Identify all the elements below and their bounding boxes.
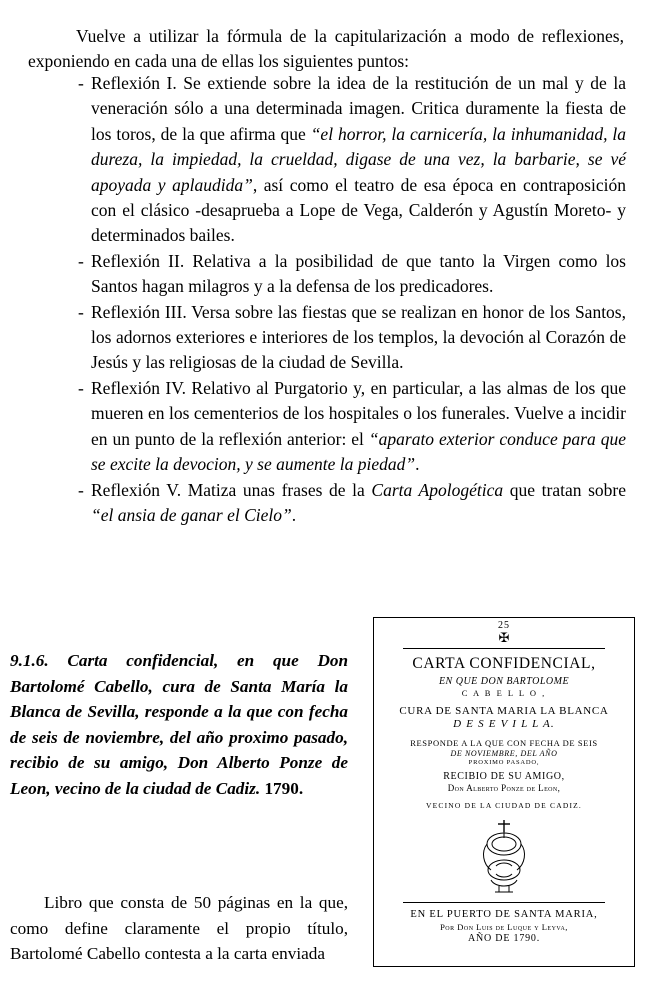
- entry-body-paragraph: Libro que consta de 50 páginas en la que, como define claramente el propio título, Bartolomé Cabello contesta a la carta enviada: [10, 893, 348, 964]
- facsimile-line5: D E S E V I L L A.: [453, 718, 555, 730]
- reflection-bullet: -: [78, 377, 84, 398]
- reflection-bullet: -: [78, 479, 84, 500]
- reflection-text: [91, 71, 626, 249]
- reflection-run: Reflexión III. Versa sobre las fiestas que se realizan en honor de los Santos, los adornos exteriores e interiores de los templos, la devoción al Corazón de Jesús y las religiosas de la ciudad de Sevilla.: [91, 301, 626, 373]
- reflection-quote: “el ansia de ganar el Cielo”: [91, 504, 292, 525]
- facsimile-imprint-printer: Por Don Luis de Luque y Leyva,: [440, 922, 568, 932]
- entry-title-text: Carta confidencial, en que Don Bartolomé Cabello, cura de Santa María la Blanca de Sevilla, responde a la que con fecha de seis de noviembre, del año proximo pasado, recibio de su amigo, Don Alberto Ponze de Leon, vecino de la ciudad de Cadiz.: [10, 651, 349, 798]
- reflection-run: Reflexión II. Relativa a la posibilidad de que tanto la Virgen como los Santos hagan milagros y a la defensa de los predicadores.: [91, 250, 626, 297]
- reflection-run: Reflexión V. Matiza unas frases de la: [91, 479, 372, 500]
- reflection-quote: “aparato exterior conduce para que se excite la devocion, y se aumente la piedad”: [91, 428, 626, 475]
- reflection-quote: “el horror, la carnicería, la inhumanidad, la dureza, la impiedad, la crueldad, digase de una vez, la barbarie, se vé apoyada y aplaudida”: [91, 123, 626, 195]
- facsimile-title-page: [373, 617, 635, 967]
- facsimile-line10: Don Alberto Ponze de Leon,: [447, 783, 561, 793]
- facsimile-line9: RECIBIO DE SU AMIGO,: [443, 771, 565, 782]
- entry-year: 1790.: [264, 778, 304, 798]
- entry-number: 9.1.6.: [10, 651, 49, 670]
- printer-device-emblem-icon: [469, 818, 539, 896]
- reflection-bullet: -: [78, 301, 84, 322]
- reflection-item: [78, 478, 626, 529]
- reflection-text: [91, 300, 626, 376]
- divider-rule-bottom: [403, 902, 606, 903]
- divider-rule: [403, 648, 606, 649]
- reflection-text: [91, 376, 626, 478]
- facsimile-line2: EN QUE DON BARTOLOME: [438, 676, 570, 687]
- reflection-run: , así como el teatro de esa época en contraposición con el clásico -desaprueba a Lope de Vega, Calderón y Agustín Moreto- y determinados bailes.: [91, 174, 626, 246]
- reflection-run: Reflexión I. Se extiende sobre la idea de la restitución de un mal y de la veneración sólo a una determinada imagen. Critica duramente la fiesta de los toros, de la que afirma que: [91, 73, 626, 144]
- reflection-bullet: -: [78, 250, 84, 271]
- reflection-text: [91, 249, 626, 300]
- reflection-item: [78, 71, 626, 249]
- facsimile-line7: DE NOVIEMBRE, DEL AÑO: [450, 749, 558, 758]
- facsimile-imprint-place: EN EL PUERTO DE SANTA MARIA,: [410, 909, 598, 920]
- facsimile-imprint-year: AÑO DE 1790.: [467, 933, 541, 944]
- reflection-item: [78, 376, 626, 478]
- reflection-item: [78, 300, 626, 376]
- reflection-text: [91, 478, 626, 529]
- entry-title-block: [10, 648, 348, 801]
- reflection-item: [78, 249, 626, 300]
- facsimile-line4: CURA DE SANTA MARIA LA BLANCA: [399, 705, 609, 717]
- intro-paragraph: Vuelve a utilizar la fórmula de la capitularización a modo de reflexiones, exponiendo en cada una de ellas los siguientes puntos:: [28, 25, 624, 71]
- facsimile-page-number: 25: [498, 620, 510, 631]
- reflection-run: que tratan sobre: [503, 479, 626, 500]
- reflection-run: .: [291, 504, 297, 525]
- facsimile-title: CARTA CONFIDENCIAL,: [412, 655, 596, 672]
- facsimile-line11: VECINO DE LA CIUDAD DE CADIZ.: [425, 801, 583, 810]
- cross-icon: ✠: [498, 630, 510, 645]
- facsimile-line3: C A B E L L O ,: [461, 688, 547, 698]
- reflection-run: Reflexión IV. Relativo al Purgatorio y, en particular, a las almas de los que mueren en los cementerios de los hospitales o los funerales. Vuelve a incidir en un punto de la reflexión anterior: el: [91, 377, 626, 449]
- reflection-quote: Carta Apologética: [371, 479, 504, 500]
- facsimile-line8: PROXIMO PASADO,: [468, 759, 540, 766]
- reflection-run: .: [415, 454, 420, 475]
- reflections-list: [78, 71, 626, 528]
- facsimile-line6: RESPONDE A LA QUE CON FECHA DE SEIS: [410, 738, 598, 748]
- reflection-bullet: -: [78, 73, 84, 93]
